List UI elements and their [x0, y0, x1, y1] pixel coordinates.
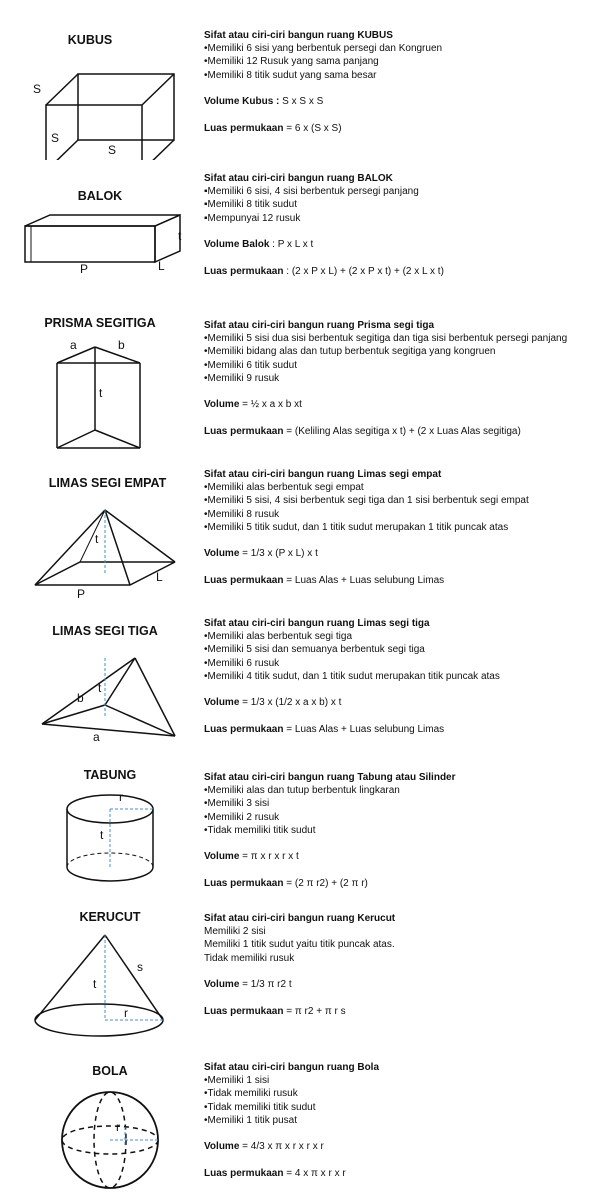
kubus-area: Luas permukaan = 6 x (S x S) [204, 123, 342, 135]
limas-empat-figure [25, 500, 185, 600]
prisma-figure [45, 335, 155, 455]
limas-tiga-property-1: •Memiliki alas berbentuk segi tiga [204, 631, 353, 643]
bola-area: Luas permukaan = 4 x π x r x r [204, 1168, 346, 1180]
limas-empat-heading: Sifat atau ciri-ciri bangun ruang Limas segi empat [204, 469, 442, 480]
kubus-title: KUBUS [67, 33, 113, 47]
kerucut-base [35, 1004, 163, 1036]
tabung-title: TABUNG [83, 768, 137, 782]
kerucut-title: KERUCUT [79, 910, 141, 924]
limas-tiga-area: Luas permukaan = Luas Alas + Luas selubung Limas [204, 724, 445, 736]
tabung-description [204, 771, 596, 890]
limas-tiga-figure [30, 650, 180, 745]
kubus-figure [30, 60, 180, 160]
bola-property-2: •Tidak memiliki rusuk [204, 1088, 298, 1100]
balok-label-l: L [158, 259, 165, 273]
tabung-label-t: t [100, 828, 104, 842]
kerucut-volume: Volume = 1/3 π r2 t [204, 978, 292, 990]
kerucut-description [204, 912, 596, 1018]
limas-empat-volume: Volume = 1/3 x (P x L) x t [204, 548, 318, 560]
bola-property-1: •Memiliki 1 sisi [204, 1075, 270, 1087]
prisma-property-3: •Memiliki 6 titik sudut [204, 359, 297, 371]
kubus-label-s-right: S [108, 143, 117, 157]
bola-description [204, 1061, 596, 1180]
tabung-heading: Sifat atau ciri-ciri bangun ruang Tabung atau Silinder [204, 772, 456, 783]
tabung-figure [55, 785, 165, 895]
kerucut-heading: Sifat atau ciri-ciri bangun ruang Kerucut [204, 913, 396, 924]
kerucut-property-1: Memiliki 2 sisi [204, 926, 266, 938]
balok-heading: Sifat atau ciri-ciri bangun ruang BALOK [204, 173, 393, 184]
bola-property-3: •Tidak memiliki titik sudut [204, 1101, 316, 1113]
limas-empat-label-t: t [95, 532, 99, 546]
limas-tiga-label-a: a [93, 730, 100, 744]
tabung-volume: Volume = π x r x r x t [204, 851, 299, 863]
kubus-description [204, 29, 596, 135]
tabung-property-2: •Memiliki 3 sisi [204, 798, 270, 810]
tabung-area: Luas permukaan = (2 π r2) + (2 π r) [204, 878, 368, 890]
balok-property-2: ▪Memiliki 8 titik sudut [204, 199, 298, 211]
kerucut-label-t: t [93, 977, 97, 991]
prisma-property-2: •Memiliki bidang alas dan tutup berbentuk segitiga yang kongruen [204, 346, 496, 358]
limas-empat-property-2: •Memiliki 5 sisi, 4 sisi berbentuk segi tiga dan 1 sisi berbentuk segi empat [204, 495, 529, 507]
limas-tiga-title: LIMAS SEGI TIGA [52, 624, 158, 638]
kubus-property-3: •Memiliki 8 titik sudut yang sama besar [204, 69, 377, 81]
balok-area: Luas permukaan : (2 x P x L) + (2 x P x t) + (2 x L x t) [204, 266, 444, 278]
limas-empat-property-1: •Memiliki alas berbentuk segi empat [204, 482, 364, 494]
limas-tiga-property-2: •Memiliki 5 sisi dan semuanya berbentuk segi tiga [204, 644, 425, 656]
prisma-description [204, 319, 596, 438]
bola-figure [55, 1085, 165, 1195]
prisma-label-a: a [70, 338, 77, 352]
bola-heading: Sifat atau ciri-ciri bangun ruang Bola [204, 1062, 380, 1073]
prisma-title: PRISMA SEGITIGA [44, 316, 156, 330]
kubus-back-face [78, 74, 174, 140]
balok-figure [20, 210, 190, 280]
limas-tiga-property-3: •Memiliki 6 rusuk [204, 657, 280, 669]
kerucut-property-2: Memiliki 1 titik sudut yaitu titik puncak atas. [204, 939, 395, 951]
balok-label-t: t [178, 229, 182, 243]
prisma-label-b: b [118, 338, 125, 352]
balok-description [204, 172, 596, 278]
kubus-label-s-bottom: S [51, 131, 60, 145]
kerucut-area: Luas permukaan = π r2 + π r s [204, 1006, 346, 1018]
limas-tiga-description [204, 617, 596, 736]
kubus-label-s-left: S [33, 82, 42, 96]
tabung-label-r: r [119, 790, 123, 804]
kubus-heading: Sifat atau ciri-ciri bangun ruang KUBUS [204, 30, 393, 41]
kubus-volume: Volume Kubus : S x S x S [204, 95, 324, 107]
prisma-area: Luas permukaan = (Keliling Alas segitiga x t) + (2 x Luas Alas segitiga) [204, 426, 521, 438]
prisma-heading: Sifat atau ciri-ciri bangun ruang Prisma segi tiga [204, 320, 435, 331]
bola-label-r: r [116, 1120, 120, 1134]
limas-empat-description [204, 468, 596, 587]
balok-title: BALOK [77, 189, 123, 203]
kerucut-label-s: s [137, 960, 143, 974]
limas-tiga-label-b: b [77, 691, 84, 705]
kubus-property-1: •Memiliki 6 sisi yang berbentuk persegi dan Kongruen [204, 43, 443, 55]
prisma-property-4: •Memiliki 9 rusuk [204, 372, 280, 384]
kerucut-figure [30, 925, 180, 1045]
prisma-label-t: t [99, 386, 103, 400]
kubus-front-face [46, 105, 142, 160]
limas-empat-area: Luas permukaan = Luas Alas + Luas selubung Limas [204, 575, 445, 587]
limas-tiga-property-4: •Memiliki 4 titik sudut, dan 1 titik sudut merupakan titik puncak atas [204, 670, 500, 682]
balok-volume: Volume Balok : P x L x t [204, 238, 314, 250]
kubus-property-2: •Memiliki 12 Rusuk yang sama panjang [204, 56, 379, 68]
limas-tiga-volume: Volume = 1/3 x (1/2 x a x b) x t [204, 697, 342, 709]
tabung-property-3: •Memiliki 2 rusuk [204, 811, 280, 823]
balok-property-1: ▪Memiliki 6 sisi, 4 sisi berbentuk persegi panjang [204, 186, 419, 198]
limas-empat-property-4: •Memiliki 5 titik sudut, dan 1 titik sudut merupakan 1 titik puncak atas [204, 521, 509, 533]
limas-empat-title: LIMAS SEGI EMPAT [48, 476, 167, 490]
limas-empat-label-l: L [156, 570, 163, 584]
limas-tiga-label-t: t [98, 681, 102, 695]
bola-title: BOLA [92, 1064, 128, 1078]
balok-label-p: P [80, 262, 89, 276]
tabung-property-4: •Tidak memiliki titik sudut [204, 824, 316, 836]
balok-front-face [25, 226, 155, 262]
tabung-property-1: •Memiliki alas dan tutup berbentuk lingkaran [204, 785, 400, 797]
limas-tiga-heading: Sifat atau ciri-ciri bangun ruang Limas segi tiga [204, 618, 430, 629]
balok-property-3: ▪Mempunyai 12 rusuk [204, 212, 301, 224]
limas-empat-property-3: •Memiliki 8 rusuk [204, 508, 280, 520]
prisma-property-1: •Memiliki 5 sisi dua sisi berbentuk segitiga dan tiga sisi berbentuk persegi panjang [204, 333, 568, 345]
kerucut-label-r: r [124, 1006, 128, 1020]
prisma-volume: Volume = ½ x a x b xt [204, 399, 302, 411]
kerucut-property-3: Tidak memiliki rusuk [204, 952, 295, 964]
limas-empat-label-p: P [77, 587, 86, 600]
bola-property-4: •Memiliki 1 titik pusat [204, 1114, 297, 1126]
bola-volume: Volume = 4/3 x π x r x r x r [204, 1141, 324, 1153]
